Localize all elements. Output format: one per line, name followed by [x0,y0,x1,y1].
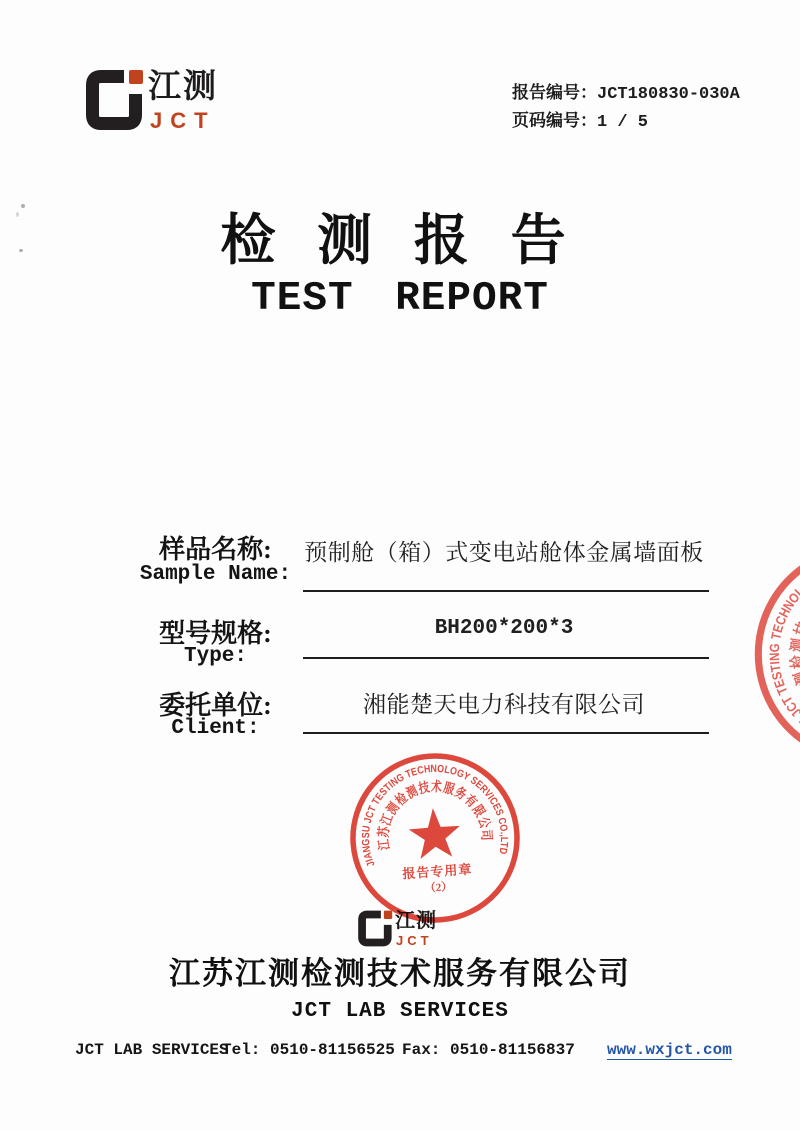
page-number-value: 1 / 5 [597,113,649,132]
client-value: 湘能楚天电力科技有限公司 [363,692,645,717]
page-number-line [512,108,740,136]
report-number-line [512,80,740,108]
type-underline [303,657,709,659]
company-name-cn: 江苏江测检测技术服务有限公司 [169,956,631,991]
report-number-label: 报告编号： [512,83,597,102]
logo-small-en-text: JCT [396,933,433,948]
client-underline [303,732,709,734]
sample-name-label-en: Sample Name: [139,563,292,586]
client-label-en: Client: [171,717,260,740]
jct-logo-icon [84,68,146,132]
footer-website-link[interactable]: www.wxjct.com [607,1041,732,1059]
jct-logo [84,68,218,132]
title-en: TEST REPORT [251,276,549,322]
edge-seal-stamp [706,496,800,813]
footer [0,1041,800,1063]
sample-name-label-cn: 样品名称: [159,535,272,564]
scan-speck [21,204,25,208]
client-label-cn: 委托单位: [159,691,272,720]
logo-en-text: JCT [150,108,216,133]
footer-tel: Tel: 0510-81156525 [222,1041,395,1059]
type-value: BH200*200*3 [434,617,574,640]
scan-speck [19,249,23,252]
sample-name-underline [303,590,709,592]
report-seal-stamp [339,742,531,934]
sample-name-value: 预制舱（箱）式变电站舱体金属墙面板 [304,540,704,565]
company-name-en: JCT LAB SERVICES [291,1000,509,1023]
logo-cn-text: 江测 [148,69,218,105]
footer-fax: Fax: 0510-81156837 [402,1041,575,1059]
seal-purpose-text: 报告专用章 [401,861,473,882]
page-number-label: 页码编号： [512,111,597,130]
type-label-en: Type: [183,645,247,668]
logo-small-cn-text: 江测 [395,910,437,932]
footer-lab-name: JCT LAB SERVICES [75,1041,229,1059]
title-cn: 检 测 报 告 [220,210,580,271]
report-meta [512,80,740,136]
seal-ring-text: JIANGSU JCT TESTING TECHNOLOGY SERVICES CO.,LTD [359,762,511,869]
scan-speck [16,212,19,217]
seal-star-icon [407,806,462,859]
report-number-value: JCT180830-030A [597,85,740,104]
type-label-cn: 型号规格: [159,619,272,648]
seal-arc-text: 江苏江测检测技术服务有限公司 [375,778,495,851]
seal-number-text: （2） [424,880,453,895]
